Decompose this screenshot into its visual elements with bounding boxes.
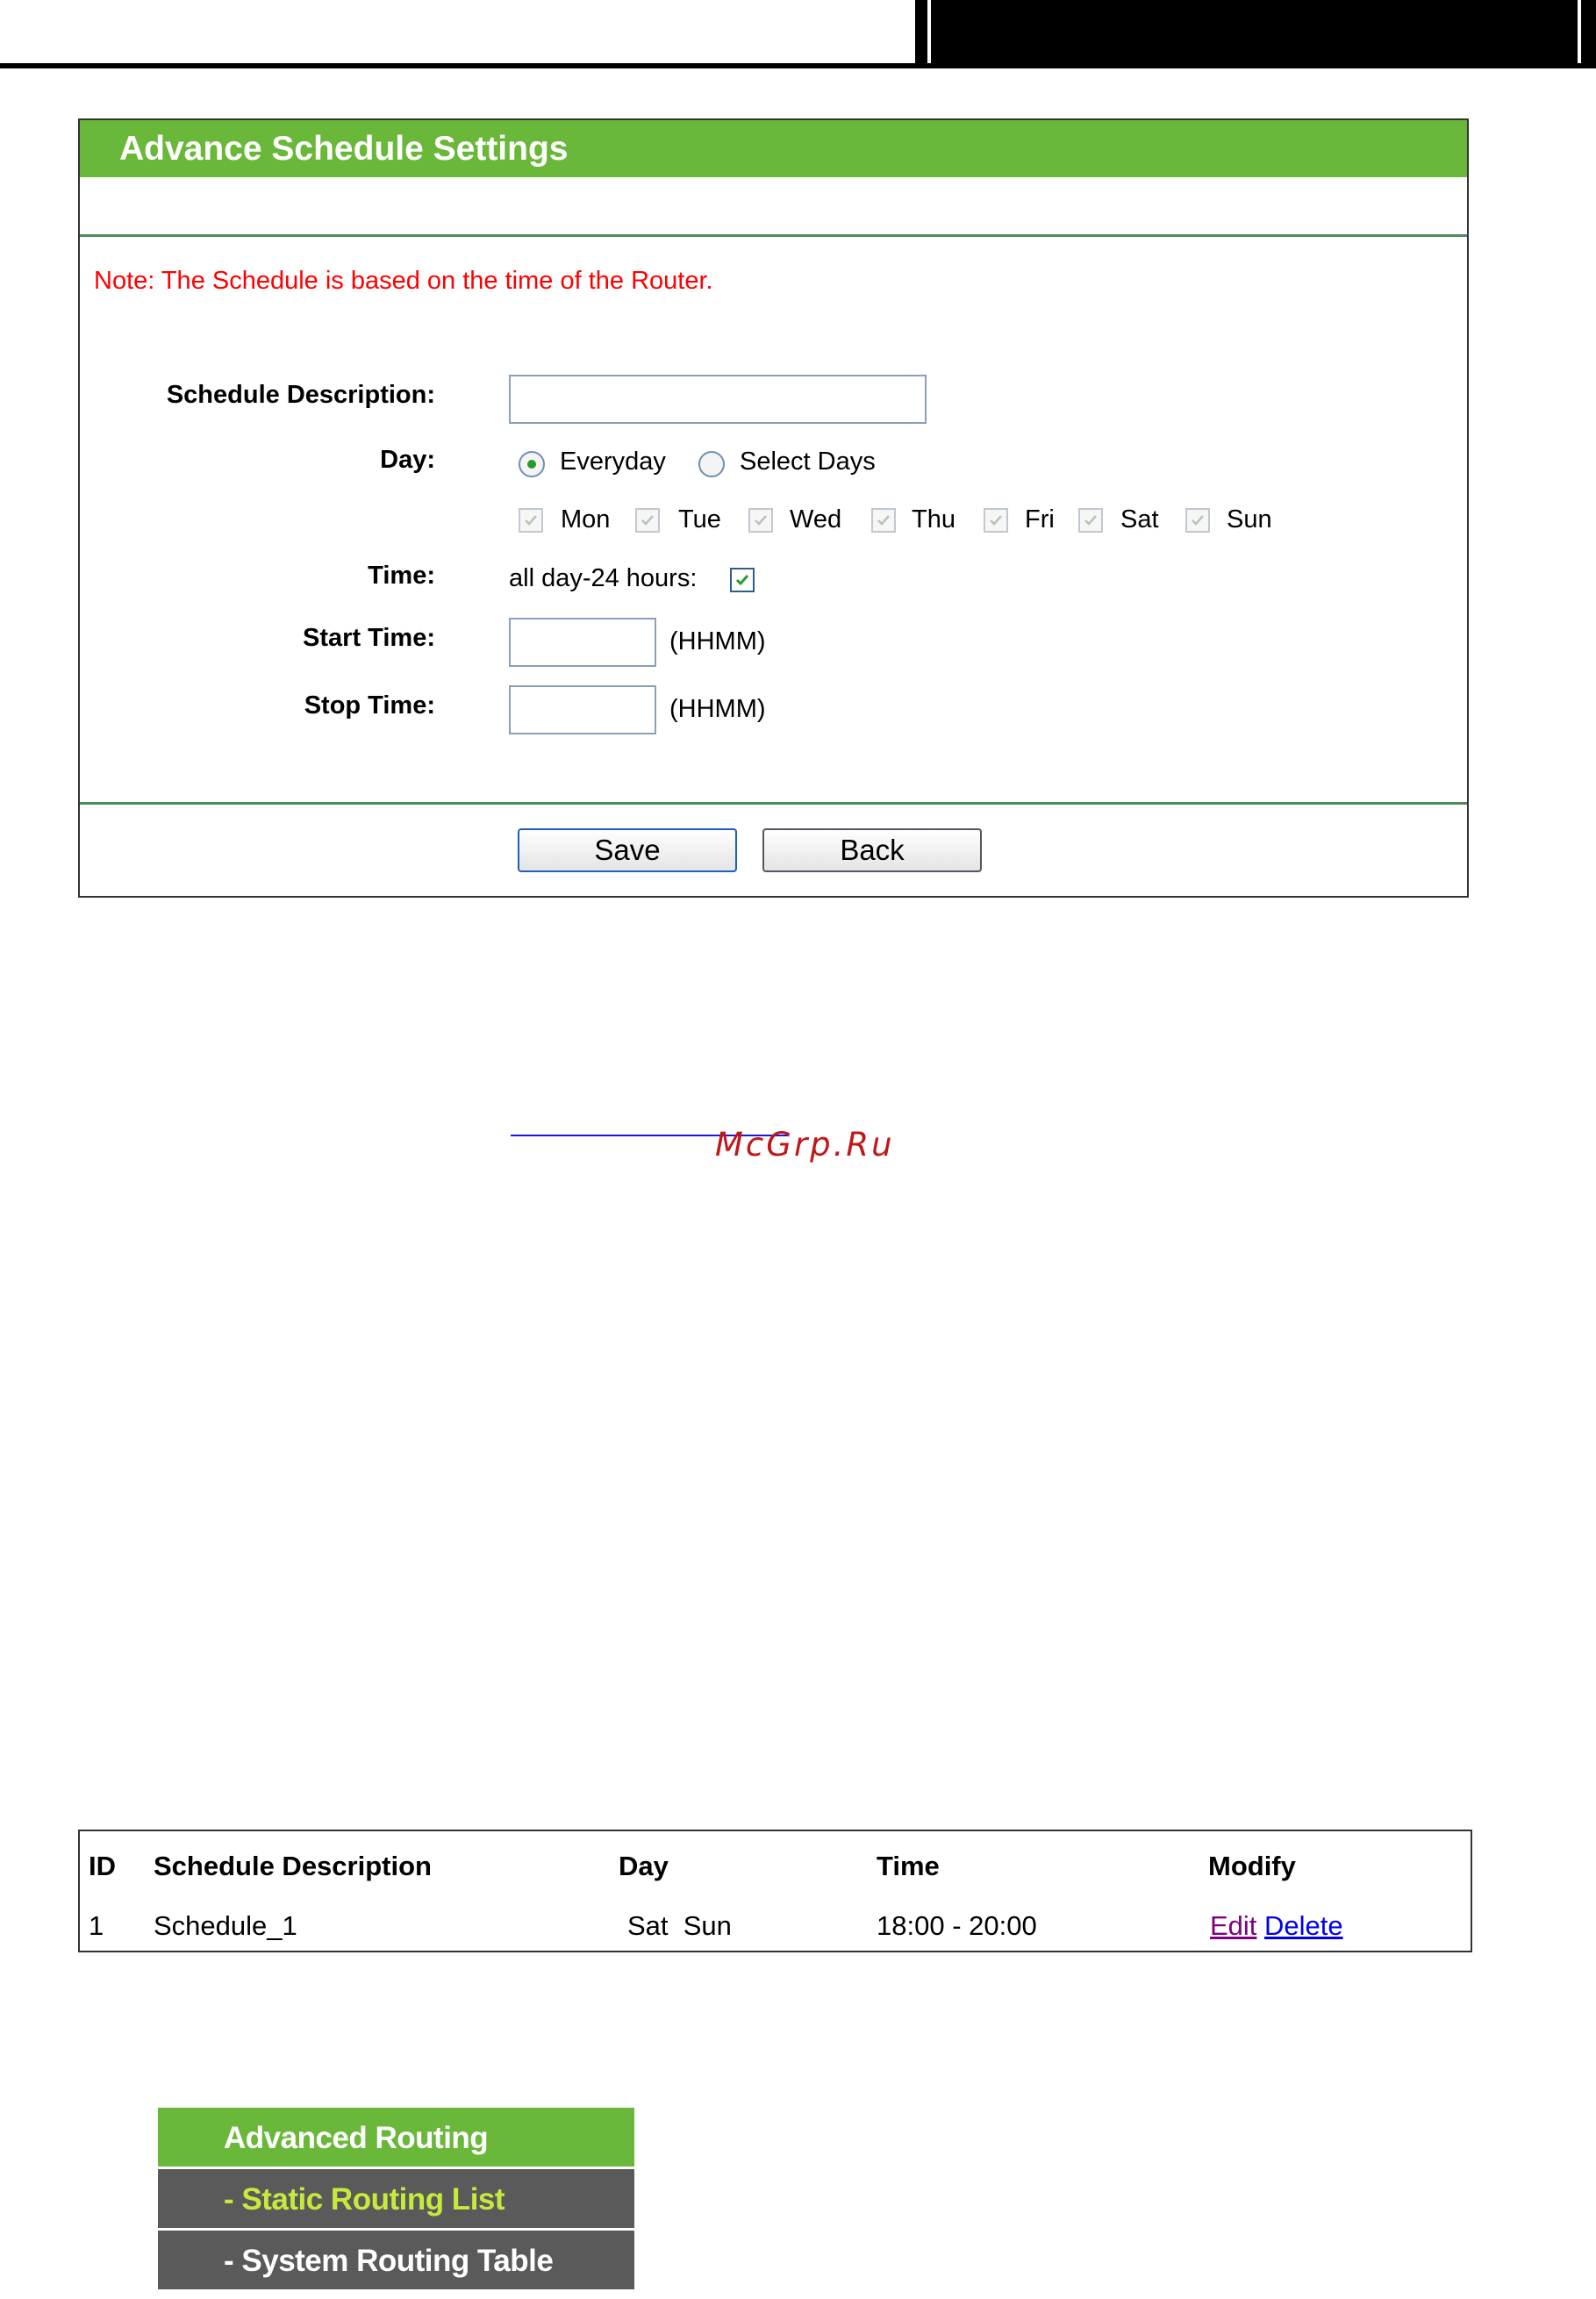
watermark-text: McGrp.Ru [715, 1126, 895, 1164]
day-checkbox-sat[interactable] [1078, 508, 1103, 533]
menu-system-routing-table[interactable]: - System Routing Table [158, 2231, 634, 2292]
menu-advanced-routing[interactable]: Advanced Routing [158, 2108, 634, 2169]
stop-time-hint: (HHMM) [669, 695, 766, 723]
schedule-description-input[interactable] [509, 375, 927, 424]
everyday-label: Everyday [560, 448, 666, 476]
all-day-checkbox[interactable] [730, 568, 755, 592]
stop-time-label: Stop Time: [304, 691, 435, 720]
panel-title: Advance Schedule Settings [80, 120, 1467, 177]
everyday-radio[interactable] [519, 451, 545, 477]
stop-time-input[interactable] [509, 685, 656, 734]
day-checkbox-mon[interactable] [519, 508, 543, 533]
row-time: 18:00 - 20:00 [877, 1910, 1037, 1941]
select-days-label: Select Days [740, 448, 876, 476]
schedule-list-table [78, 1830, 1472, 1952]
start-time-label: Start Time: [303, 624, 435, 652]
header-notch-right [1578, 0, 1581, 63]
header-day: Day [619, 1851, 669, 1881]
day-label-thu: Thu [912, 505, 955, 534]
day-label-tue: Tue [678, 505, 721, 534]
day-checkbox-thu[interactable] [871, 508, 896, 533]
start-time-input[interactable] [509, 618, 656, 667]
header-black-bar [915, 0, 1596, 68]
schedule-settings-panel [78, 118, 1469, 898]
day-checkbox-tue[interactable] [635, 508, 660, 533]
day-label-wed: Wed [790, 505, 842, 534]
header-rule [0, 63, 917, 68]
all-day-label: all day-24 hours: [509, 564, 698, 592]
row-day: Sat Sun [627, 1910, 732, 1941]
description-label: Schedule Description: [166, 381, 435, 409]
header-modify: Modify [1208, 1851, 1296, 1881]
day-label-mon: Mon [561, 505, 611, 534]
day-checkbox-fri[interactable] [984, 508, 1008, 533]
day-label-sat: Sat [1120, 505, 1159, 534]
panel-separator-top [80, 234, 1467, 237]
row-description: Schedule_1 [154, 1910, 297, 1941]
panel-separator-bottom [80, 802, 1467, 805]
select-days-radio[interactable] [698, 451, 725, 477]
save-button[interactable]: Save [518, 828, 737, 872]
router-time-note: Note: The Schedule is based on the time of the Router. [94, 267, 713, 295]
time-label: Time: [368, 562, 435, 590]
day-checkbox-sun[interactable] [1185, 508, 1210, 533]
header-id: ID [89, 1851, 116, 1881]
header-notch-left [927, 0, 931, 63]
day-checkbox-wed[interactable] [748, 508, 773, 533]
day-label-fri: Fri [1025, 505, 1055, 534]
header-time: Time [877, 1851, 940, 1881]
edit-link[interactable]: Edit [1210, 1910, 1257, 1941]
header-description: Schedule Description [154, 1851, 432, 1881]
delete-link[interactable]: Delete [1264, 1910, 1343, 1941]
day-label-sun: Sun [1227, 505, 1272, 534]
menu-static-routing-list[interactable]: - Static Routing List [158, 2169, 634, 2231]
back-button[interactable]: Back [762, 828, 982, 872]
start-time-hint: (HHMM) [669, 627, 766, 655]
radio-selected-dot [527, 460, 536, 469]
day-label: Day: [380, 446, 435, 474]
advanced-routing-menu [158, 2108, 634, 2292]
row-id: 1 [89, 1910, 104, 1941]
